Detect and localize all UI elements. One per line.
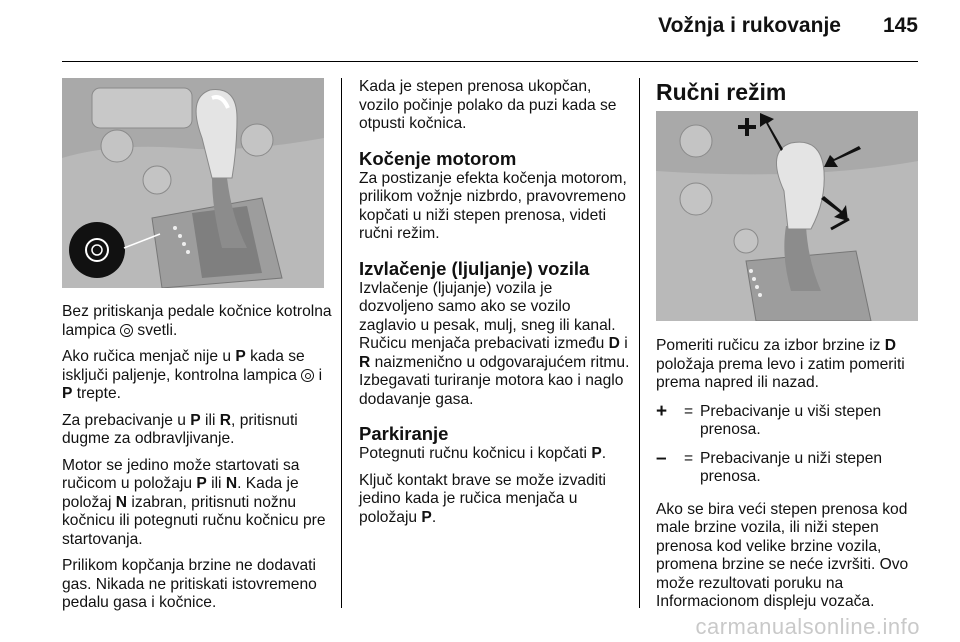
heading-manual-mode: Ručni režim bbox=[656, 79, 787, 105]
manual-mode-illustration bbox=[656, 111, 918, 321]
gear-letter: R bbox=[359, 353, 371, 371]
gear-letter: P bbox=[196, 475, 207, 492]
manual-mode-figure bbox=[656, 111, 918, 321]
header-rule bbox=[62, 61, 918, 62]
text: položaja prema levo i zatim pomeriti prema napred ili nazad. bbox=[656, 355, 905, 391]
column-3-body bbox=[656, 337, 924, 620]
paragraph bbox=[62, 303, 332, 340]
paragraph: Ako se bira veći stepen prenosa kod male brzine vozila, ili niži stepen prenosa kod velike brzine vozila, promena brzine se neće izvršiti. Ovo može rezultovati poruku na Informacionom displeju vozača. bbox=[656, 500, 909, 610]
gear-letter: P bbox=[235, 348, 246, 365]
paragraph bbox=[359, 472, 631, 528]
heading-parking: Parkiranje bbox=[359, 423, 449, 444]
minus-icon: – bbox=[656, 447, 667, 469]
legend-text: Prebacivanje u viši stepen prenosa. bbox=[700, 402, 882, 438]
text: ili bbox=[200, 411, 220, 429]
text: izabran, pritisnuti nožnu kočnicu ili potegnuti ručnu kočnicu pre startovanja. bbox=[62, 493, 326, 548]
column-3 bbox=[656, 78, 924, 106]
legend-plus bbox=[656, 400, 924, 440]
gear-letter: N bbox=[115, 493, 128, 511]
paragraph: Prilikom kopčanja brzine ne dodavati gas. Nikada ne pritiskati istovremeno pedalu gasa i kočnice. bbox=[62, 557, 317, 611]
text: . Kada je položaj bbox=[62, 475, 299, 511]
page-number: 145 bbox=[882, 14, 918, 37]
legend-text: Prebacivanje u niži stepen prenosa. bbox=[700, 449, 883, 485]
gear-letter: P bbox=[190, 411, 201, 429]
gear-letter: R bbox=[219, 411, 232, 429]
gear-letter: P bbox=[421, 508, 432, 526]
column-1 bbox=[62, 303, 332, 621]
legend-minus bbox=[656, 447, 924, 487]
paragraph: Kada je stepen prenosa ukopčan, vozilo počinje polako da puzi kada se otpusti kočnica. bbox=[359, 78, 617, 132]
heading-engine-braking: Kočenje motorom bbox=[359, 147, 517, 169]
equals-sign: = bbox=[684, 402, 694, 420]
text: Pomeriti ručicu za izbor brzine iz bbox=[656, 337, 885, 354]
paragraph bbox=[62, 457, 332, 550]
brake-lamp-icon bbox=[120, 324, 133, 337]
paragraph bbox=[656, 337, 924, 393]
text: svetli. bbox=[133, 321, 178, 339]
column-divider-2 bbox=[639, 78, 640, 608]
text: , pritisnuti dugme za odbravljivanje. bbox=[62, 411, 298, 447]
gear-letter: P bbox=[591, 445, 602, 462]
text: Izvlačenje (ljujanje) vozila je dozvoljeno samo ako se vozilo zaglavio u pesak, mulj, sneg ili kanal. Ručicu menjača prebacivati između bbox=[359, 279, 616, 352]
gear-letter: D bbox=[884, 337, 897, 354]
text: Za prebacivanje u bbox=[62, 411, 191, 429]
gear-selector-illustration bbox=[62, 78, 324, 288]
column-divider-1 bbox=[341, 78, 342, 608]
brake-lamp-icon bbox=[301, 369, 314, 382]
text: naizmenično u odgovarajućem ritmu. Izbegavati turiranje motora kao i naglo dodavanje gasa. bbox=[359, 353, 630, 408]
text: Potegnuti ručnu kočnicu i kopčati bbox=[359, 445, 592, 462]
gear-selector-figure bbox=[62, 78, 324, 288]
text: . bbox=[431, 508, 437, 526]
gear-letter: N bbox=[225, 475, 238, 492]
paragraph bbox=[359, 445, 631, 464]
equals-sign: = bbox=[684, 449, 694, 467]
heading-rocking-vehicle: Izvlačenje (ljuljanje) vozila bbox=[359, 257, 590, 279]
paragraph bbox=[359, 280, 631, 410]
text: Ključ kontakt brave se može izvaditi jedino kada je ručica menjača u položaju bbox=[359, 471, 607, 526]
text: Bez pritiskanja pedale kočnice kotrolna lampica bbox=[62, 303, 332, 339]
text: trepte. bbox=[72, 385, 121, 402]
paragraph: Za postizanje efekta kočenja motorom, prilikom vožnje nizbrdo, pravovremeno kopčati u niži stepen prenosa, videti ručni režim. bbox=[359, 169, 627, 242]
paragraph bbox=[62, 412, 332, 449]
text: . bbox=[601, 445, 607, 462]
text: i bbox=[314, 366, 323, 384]
text: i bbox=[619, 335, 628, 352]
section-title: Vožnja i rukovanje bbox=[658, 14, 841, 37]
watermark: carmanualsonline.info bbox=[695, 614, 920, 639]
paragraph bbox=[62, 348, 332, 404]
text: ili bbox=[206, 475, 226, 492]
text: Ako ručica menjač nije u bbox=[62, 348, 236, 365]
page-header bbox=[658, 14, 918, 38]
plus-icon: + bbox=[656, 400, 668, 422]
column-2 bbox=[359, 78, 631, 535]
gear-letter: D bbox=[608, 335, 620, 352]
text: Motor se jedino može startovati sa ručicom u položaju bbox=[62, 456, 300, 492]
gear-letter: P bbox=[62, 385, 73, 402]
text: kada se isključi paljenje, kontrolna lampica bbox=[62, 348, 305, 384]
